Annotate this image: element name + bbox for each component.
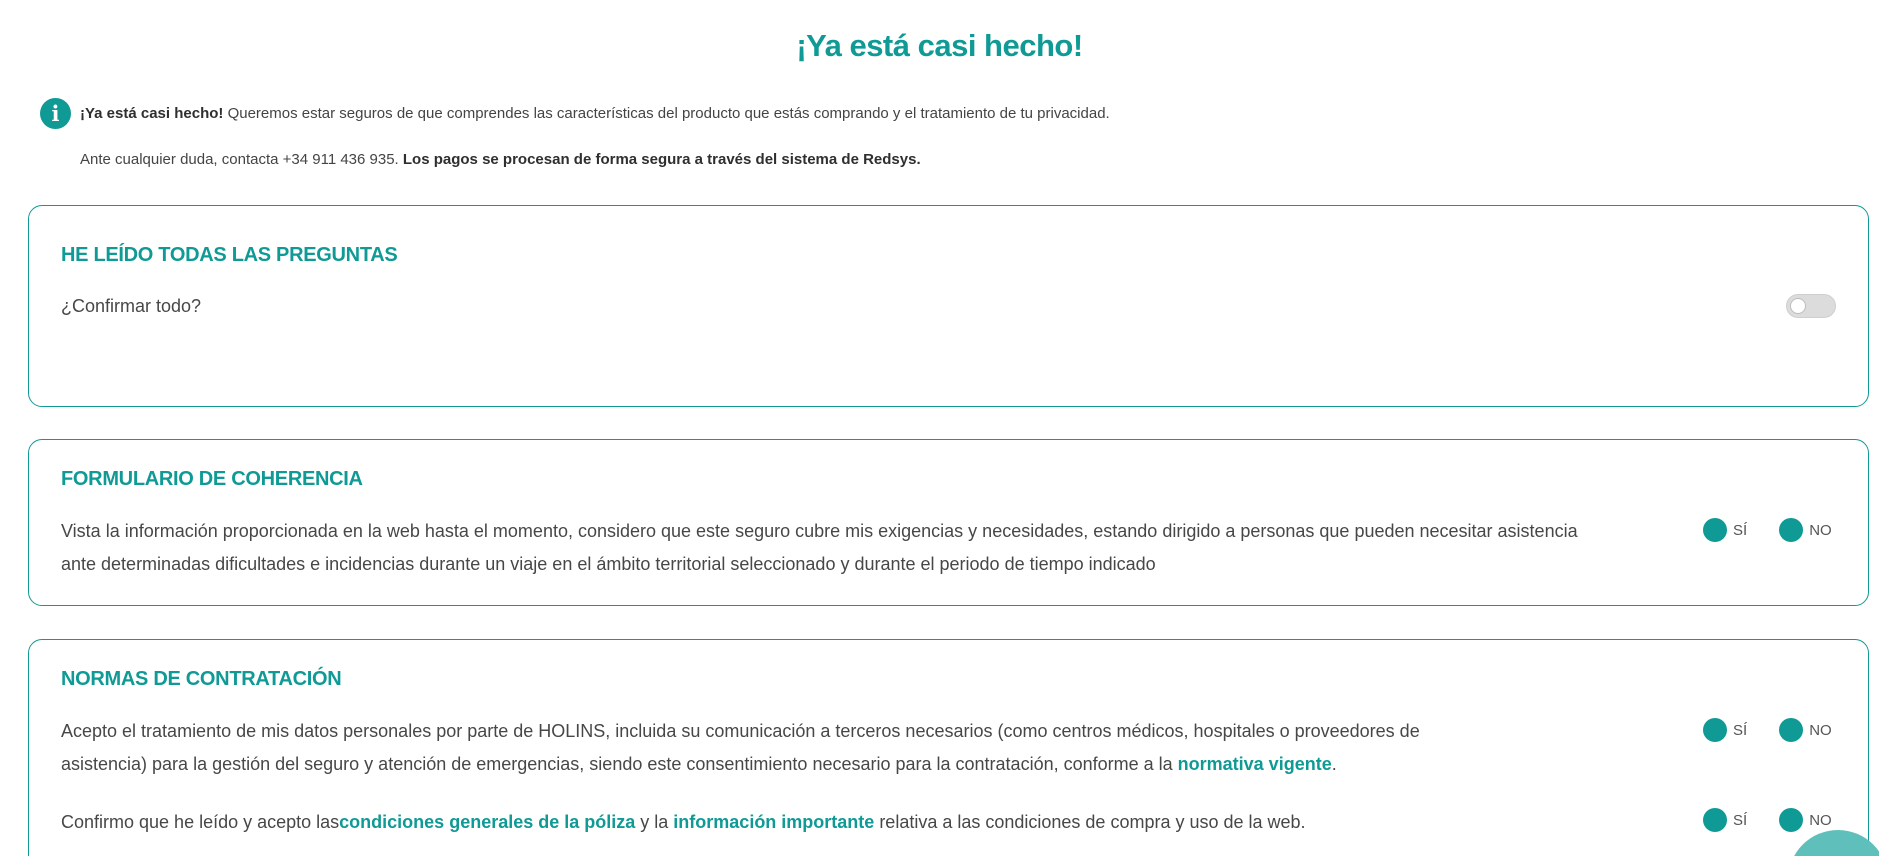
info-lead: ¡Ya está casi hecho!	[80, 105, 224, 122]
contact-text: Ante cualquier duda, contacta +34 911 436 935.	[80, 151, 403, 168]
rules-item2-no-option[interactable]	[1779, 808, 1832, 832]
radio-yes-icon[interactable]	[1703, 518, 1727, 542]
rules-item1-line1: Acepto el tratamiento de mis datos personales por parte de HOLINS, incluida su comunicación a terceros necesarios (como centros médicos, hospitales o proveedores de	[61, 721, 1420, 741]
coherence-yes-label: SÍ	[1733, 521, 1748, 539]
rules-item2-radio-group	[1703, 808, 1832, 832]
coherence-no-label: NO	[1809, 521, 1832, 539]
rules-item1-no-label: NO	[1809, 721, 1832, 739]
toggle-knob	[1790, 298, 1806, 314]
rules-item-conditions	[61, 806, 1621, 839]
rules-item2-mid: y la	[635, 812, 674, 832]
radio-no-icon[interactable]	[1779, 718, 1803, 742]
info-lead-text: Queremos estar seguros de que comprendes las características del producto que estás comprando y el tratamiento de tu privacidad.	[223, 105, 1110, 122]
conditions-link[interactable]: condiciones generales de la póliza	[339, 812, 636, 832]
rules-item1-no-option[interactable]	[1779, 718, 1832, 742]
confirm-all-title: HE LEÍDO TODAS LAS PREGUNTAS	[61, 244, 398, 266]
rules-item2-no-label: NO	[1809, 811, 1832, 829]
rules-item2-pre: Confirmo que he leído y acepto las	[61, 812, 340, 832]
normativa-link[interactable]: normativa vigente	[1177, 754, 1332, 774]
coherence-card	[28, 439, 1869, 606]
rules-item1-yes-label: SÍ	[1733, 721, 1748, 739]
rules-title: NORMAS DE CONTRATACIÓN	[61, 668, 342, 690]
radio-no-icon[interactable]	[1779, 808, 1803, 832]
info-text	[80, 105, 1110, 122]
radio-yes-icon[interactable]	[1703, 718, 1727, 742]
payment-note: Los pagos se procesan de forma segura a través del sistema de Redsys.	[402, 151, 921, 168]
coherence-no-option[interactable]	[1779, 518, 1832, 542]
rules-item1-radio-group	[1703, 718, 1832, 742]
rules-item-privacy	[61, 715, 1621, 781]
confirm-all-toggle[interactable]	[1786, 294, 1836, 318]
rules-card	[28, 639, 1869, 856]
rules-item1-yes-option[interactable]	[1703, 718, 1747, 742]
confirm-all-question: ¿Confirmar todo?	[61, 296, 202, 316]
rules-item2-yes-option[interactable]	[1703, 808, 1747, 832]
coherence-statement: Vista la información proporcionada en la web hasta el momento, considero que este seguro cubre mis exigencias y necesidades, estando dirigido a personas que pueden necesitar asistencia ante determinadas dificultades e incidencias durante un viaje en el ámbito territorial seleccionado y durante el periodo de tiempo indicado	[61, 521, 1578, 574]
info-banner	[40, 98, 1110, 129]
rules-item2-yes-label: SÍ	[1733, 811, 1748, 829]
coherence-radio-group	[1703, 518, 1832, 542]
radio-no-icon[interactable]	[1779, 518, 1803, 542]
confirm-all-card	[28, 205, 1869, 407]
page-title: ¡Ya está casi hecho!	[796, 28, 1083, 63]
rules-item1-line2: asistencia) para la gestión del seguro y atención de emergencias, siendo este consentimiento necesario para la contratación, conforme a la	[61, 754, 1178, 774]
info-icon: i	[40, 98, 71, 129]
rules-item1-end: .	[1331, 754, 1337, 774]
radio-yes-icon[interactable]	[1703, 808, 1727, 832]
rules-item2-end: relativa a las condiciones de compra y uso de la web.	[874, 812, 1306, 832]
coherence-yes-option[interactable]	[1703, 518, 1747, 542]
coherence-title: FORMULARIO DE COHERENCIA	[61, 468, 363, 490]
important-info-link[interactable]: información importante	[673, 812, 875, 832]
contact-line	[80, 151, 921, 168]
